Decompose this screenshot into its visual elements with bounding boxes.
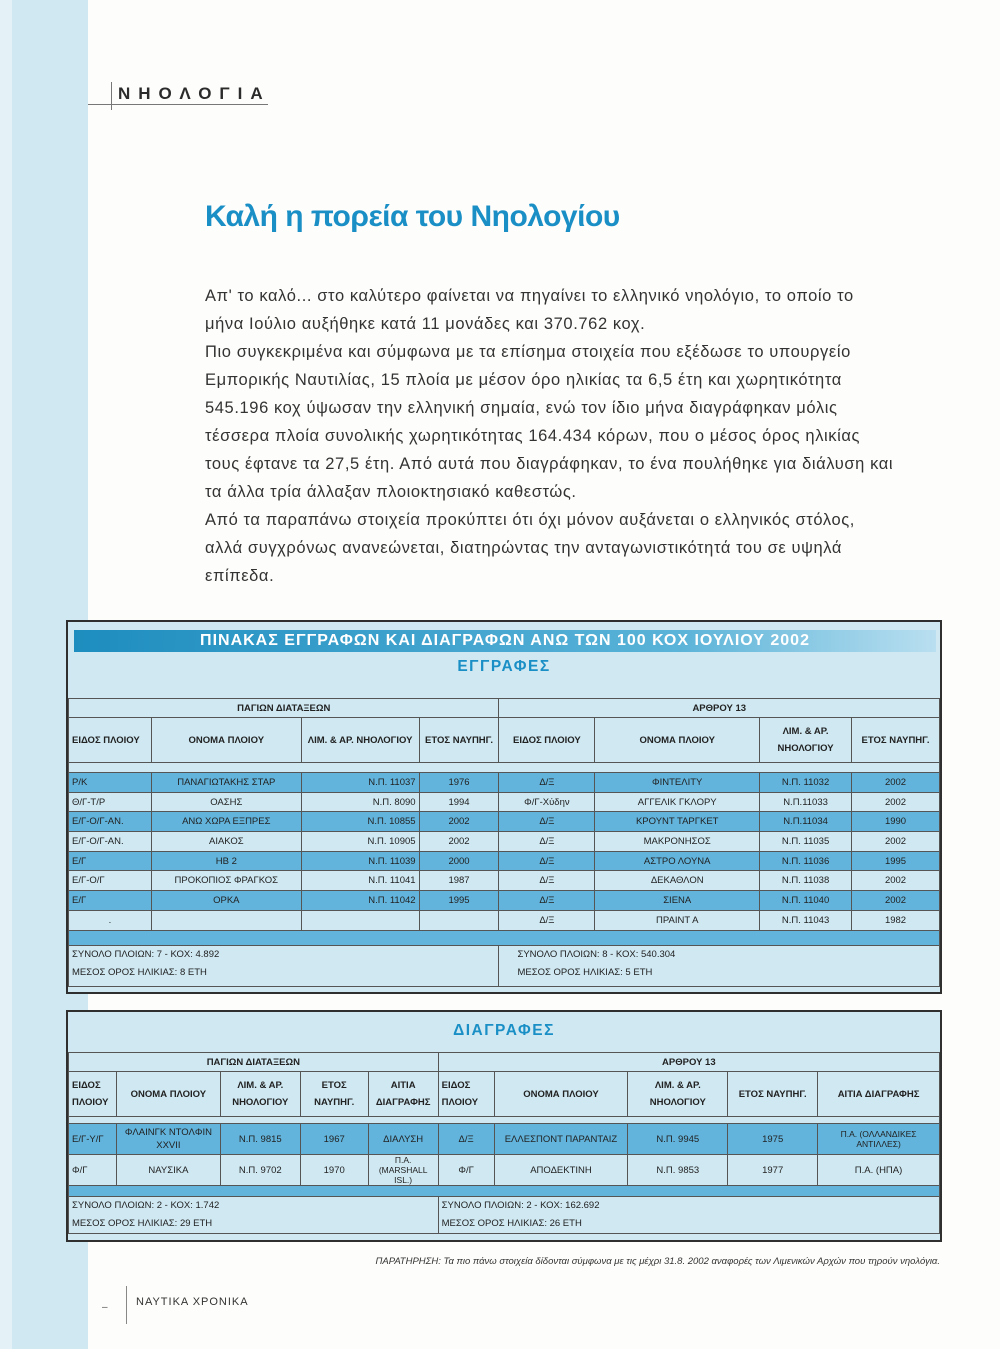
registrations-panel — [66, 620, 942, 994]
table-row: . Δ/Ξ ΠΡΑΙΝΤ Α Ν.Π. 11043 1982 — [69, 910, 940, 930]
paragraph-1: Απ' το καλό... στο καλύτερο φαίνεται να πηγαίνει το ελληνικό νηολόγιο, το οποίο το μήνα Ιούλιο αυξήθηκε κατά 11 μονάδες και 370.762 κοχ. — [205, 287, 854, 333]
table-row: Ε/Γ ΟΡΚΑ Ν.Π. 11042 1995 Δ/Ξ ΣΙΕΝΑ Ν.Π. 11040 2002 — [69, 891, 940, 911]
header-tick — [111, 82, 112, 110]
left-average-age: ΜΕΣΟΣ ΟΡΟΣ ΗΛΙΚΙΑΣ: 8 ΕΤΗ — [72, 966, 207, 978]
publication-name: ΝΑΥΤΙΚΑ ΧΡΟΝΙΚΑ — [136, 1296, 249, 1308]
article-body — [205, 282, 895, 590]
paragraph-3: Από τα παραπάνω στοιχεία προκύπτει ότι όχι μόνον αυξάνεται ο ελληνικός στόλος, αλλά συγχρόνως ανανεώνεται, διατηρώντας την ανταγωνιστικότητά του σε υψηλά επίπεδα. — [205, 511, 855, 585]
right-total: ΣΥΝΟΛΟ ΠΛΟΙΩΝ: 8 - ΚΟΧ: 540.304 — [517, 948, 676, 960]
left-total: ΣΥΝΟΛΟ ΠΛΟΙΩΝ: 2 - ΚΟΧ: 1.742 — [72, 1200, 220, 1211]
header-row — [69, 718, 940, 763]
header-row: ΕΙΔΟΣ ΠΛΟΙΟΥ ΟΝΟΜΑ ΠΛΟΙΟΥ ΛΙΜ. & ΑΡ. ΝΗΟΛΟΓΙΟΥ ΕΤΟΣ ΝΑΥΠΗΓ. ΑΙΤΙΑ ΔΙΑΓΡΑΦΗΣ ΕΙΔΟΣ ΠΛΟΙΟΥ ΟΝΟΜΑ ΠΛΟΙΟΥ ΛΙΜ. & ΑΡ. ΝΗΟΛΟΓΙΟΥ ΕΤΟΣ ΝΑΥΠΗΓ. ΑΙΤΙΑ ΔΙΑΓΡΑΦΗΣ — [69, 1072, 940, 1117]
header-rule — [88, 104, 268, 105]
table-row: Θ/Γ-Τ/Ρ ΟΑΣΗΣ Ν.Π. 8090 1994 Φ/Γ-Χύδην ΑΓΓΕΛΙΚ ΓΚΛΟΡΥ Ν.Π.11033 2002 — [69, 792, 940, 812]
article-title: Καλή η πορεία του Νηολογίου — [205, 200, 620, 233]
col-registry: ΛΙΜ. & ΑΡ. ΝΗΟΛΟΓΙΟΥ — [760, 718, 852, 763]
left-average-age: ΜΕΣΟΣ ΟΡΟΣ ΗΛΙΚΙΑΣ: 29 ΕΤΗ — [72, 1218, 213, 1229]
totals-row — [69, 945, 940, 986]
col-name: ΟΝΟΜΑ ΠΛΟΙΟΥ — [595, 718, 760, 763]
registrations-table — [68, 698, 940, 987]
deletions-table — [68, 1052, 940, 1234]
group-left-title: ΠΑΓΙΩΝ ΔΙΑΤΑΞΕΩΝ — [69, 699, 499, 718]
table-row: Ε/Γ-Ο/Γ-ΑΝ. ΑΝΩ ΧΩΡΑ ΕΞΠΡΕΣ Ν.Π. 10855 2002 Δ/Ξ ΚΡΟΥΝΤ ΤΑΡΓΚΕΤ Ν.Π.11034 1990 — [69, 812, 940, 832]
table-row: Ρ/Κ ΠΑΝΑΓΙΩΤΑΚΗΣ ΣΤΑΡ Ν.Π. 11037 1976 Δ/Ξ ΦΙΝΤΕΛΙΤΥ Ν.Π. 11032 2002 — [69, 773, 940, 793]
footer-marker: – — [102, 1302, 108, 1313]
col-name: ΟΝΟΜΑ ΠΛΟΙΟΥ — [151, 718, 301, 763]
footnote: ΠΑΡΑΤΗΡΗΣΗ: Τα πιο πάνω στοιχεία δίδονται σύμφωνα με τις μέχρι 31.8. 2002 αναφορές των Λιμενικών Αρχών που τηρούν νηολόγια. — [375, 1256, 940, 1267]
left-band-edge — [0, 0, 12, 1349]
registrations-subtitle: ΕΓΓΡΑΦΕΣ — [457, 658, 551, 675]
table-row: Ε/Γ-Ο/Γ ΠΡΟΚΟΠΙΟΣ ΦΡΑΓΚΟΣ Ν.Π. 11041 1987 Δ/Ξ ΔΕΚΑΘΛΟΝ Ν.Π. 11038 2002 — [69, 871, 940, 891]
col-year: ΕΤΟΣ ΝΑΥΠΗΓ. — [852, 718, 940, 763]
right-average-age: ΜΕΣΟΣ ΟΡΟΣ ΗΛΙΚΙΑΣ: 26 ΕΤΗ — [441, 1218, 582, 1229]
left-total: ΣΥΝΟΛΟ ΠΛΟΙΩΝ: 7 - ΚΟΧ: 4.892 — [72, 948, 220, 960]
col-type: ΕΙΔΟΣ ΠΛΟΙΟΥ — [69, 718, 152, 763]
col-year: ΕΤΟΣ ΝΑΥΠΗΓ. — [419, 718, 499, 763]
deletions-subtitle: ΔΙΑΓΡΑΦΕΣ — [453, 1022, 555, 1039]
table-banner: ΠΙΝΑΚΑΣ ΕΓΓΡΑΦΩΝ ΚΑΙ ΔΙΑΓΡΑΦΩΝ ΑΝΩ ΤΩΝ 100 ΚΟΧ ΙΟΥΛΙΟΥ 2002 — [74, 630, 936, 652]
section-label: ΝΗΟΛΟΓΙΑ — [118, 84, 271, 103]
table-row: Ε/Γ ΗΒ 2 Ν.Π. 11039 2000 Δ/Ξ ΑΣΤΡΟ ΛΟΥΝΑ Ν.Π. 11036 1995 — [69, 851, 940, 871]
footer-tick — [126, 1286, 127, 1324]
col-registry: ΛΙΜ. & ΑΡ. ΝΗΟΛΟΓΙΟΥ — [301, 718, 419, 763]
right-total: ΣΥΝΟΛΟ ΠΛΟΙΩΝ: 2 - ΚΟΧ: 162.692 — [441, 1200, 600, 1211]
totals-row — [69, 1197, 940, 1234]
table-row: Ε/Γ-Ο/Γ-ΑΝ. ΑΙΑΚΟΣ Ν.Π. 10905 2002 Δ/Ξ ΜΑΚΡΟΝΗΣΟΣ Ν.Π. 11035 2002 — [69, 832, 940, 852]
col-type: ΕΙΔΟΣ ΠΛΟΙΟΥ — [499, 718, 595, 763]
table-row: Φ/Γ ΝΑΥΣΙΚΑ Ν.Π. 9702 1970 Π.Α. (MARSHALL ISL.) Φ/Γ ΑΠΟΔΕΚΤΙΝΗ Ν.Π. 9853 1977 Π.Α. (ΗΠΑ) — [69, 1155, 940, 1186]
group-left-title: ΠΑΓΙΩΝ ΔΙΑΤΑΞΕΩΝ — [69, 1053, 439, 1072]
table-row: Ε/Γ-Υ/Γ ΦΛΑΙΝΓΚ ΝΤΟΛΦΙΝ XXVII Ν.Π. 9815 1967 ΔΙΑΛΥΣΗ Δ/Ξ ΕΛΛΕΣΠΟΝΤ ΠΑΡΑΝΤΑΙΖ Ν.Π. 9945 1975 Π.Α. (ΟΛΛΑΝΔΙΚΕΣ ΑΝΤΙΛΛΕΣ) — [69, 1124, 940, 1155]
paragraph-2: Πιο συγκεκριμένα και σύμφωνα με τα επίσημα στοιχεία που εξέδωσε το υπουργείο Εμπορικής Ναυτιλίας, 15 πλοία με μέσον όρο ηλικίας τα 6,5 έτη και χωρητικότητα 545.196 κοχ ύψωσαν την ελληνική σημαία, ενώ τον ίδιο μήνα διαγράφηκαν μόλις τέσσερα πλοία συνολικής χωρητικότητας 164.434 κόρων, που ο μέσος όρος ηλικίας τους έφτανε τα 27,5 έτη. Από αυτά που διαγράφηκαν, το ένα πουλήθηκε για διάλυση και τα άλλα τρία άλλαξαν πλοιοκτησιακό καθεστώς. — [205, 343, 894, 501]
deletions-panel — [66, 1010, 942, 1242]
group-right-title: ΑΡΘΡΟΥ 13 — [438, 1053, 939, 1072]
right-average-age: ΜΕΣΟΣ ΟΡΟΣ ΗΛΙΚΙΑΣ: 5 ΕΤΗ — [517, 966, 653, 978]
group-right-title: ΑΡΘΡΟΥ 13 — [499, 699, 940, 718]
